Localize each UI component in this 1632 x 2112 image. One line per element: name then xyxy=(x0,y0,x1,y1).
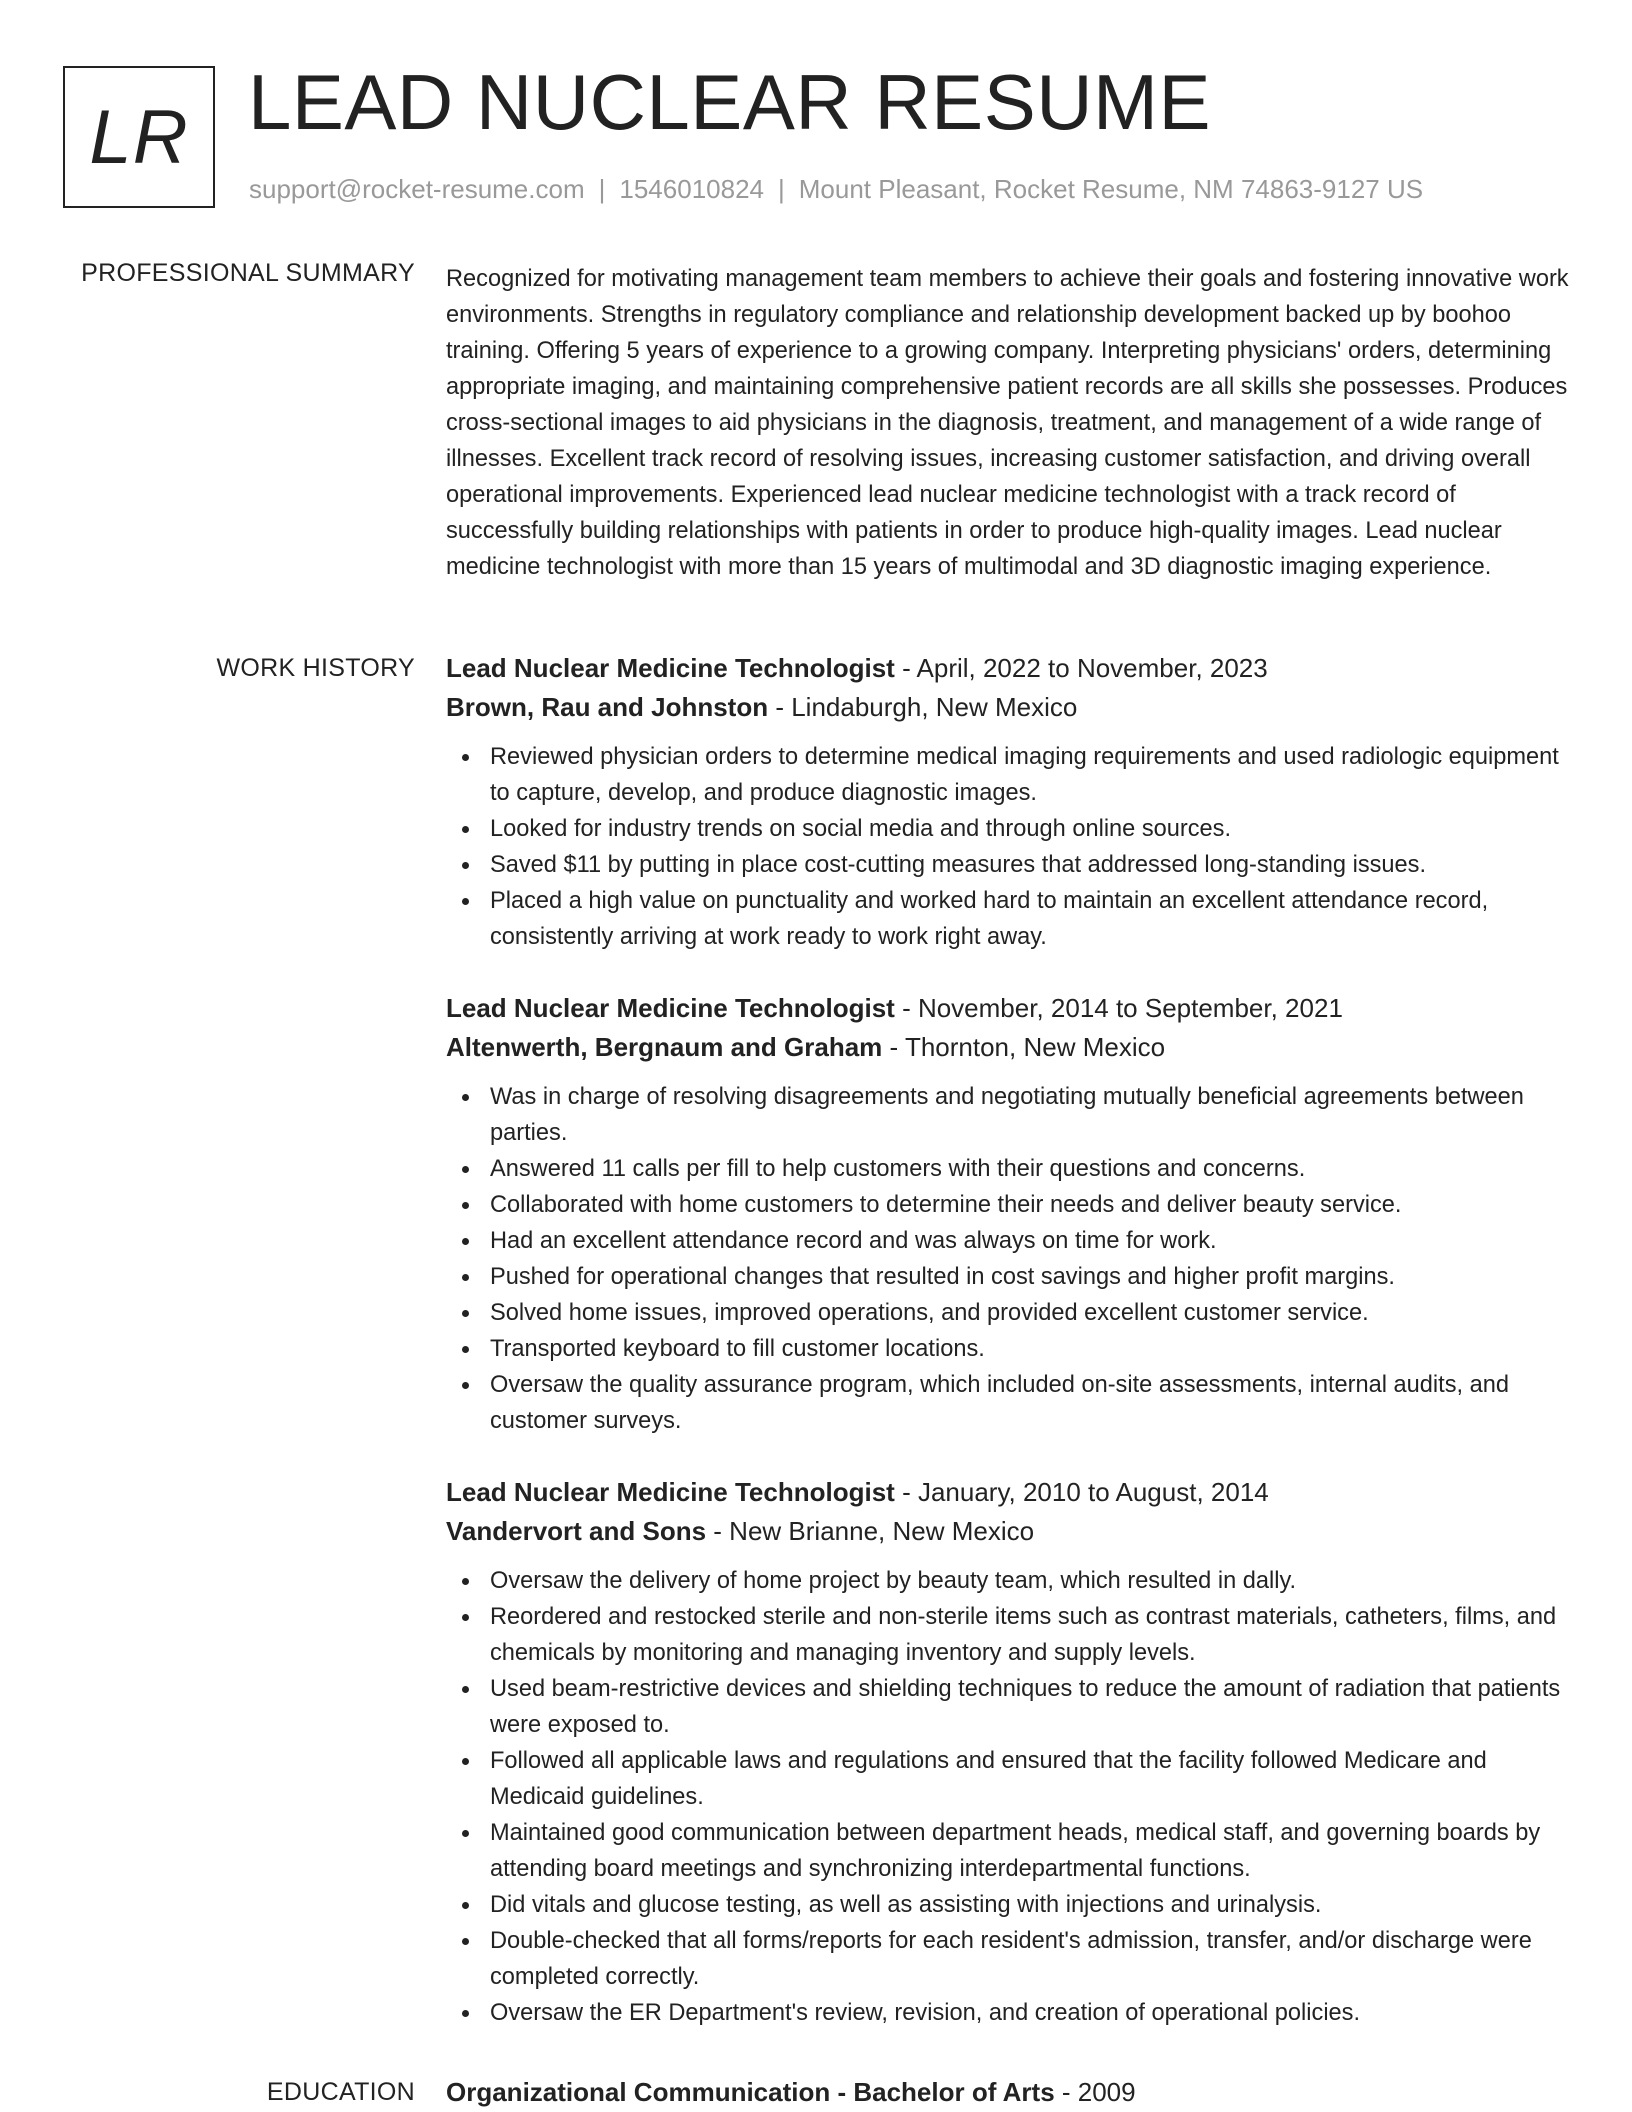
duty-item: Solved home issues, improved operations, and provided excellent customer service. xyxy=(490,1295,1570,1331)
duty-item: Was in charge of resolving disagreements and negotiating mutually beneficial agreements between parties. xyxy=(490,1079,1570,1151)
duty-item: Oversaw the quality assurance program, which included on-site assessments, internal audits, and customer surveys. xyxy=(490,1367,1570,1439)
duty-item: Did vitals and glucose testing, as well as assisting with injections and urinalysis. xyxy=(490,1887,1570,1923)
job-dates: - January, 2010 to August, 2014 xyxy=(894,1477,1269,1507)
monogram-initials: LR xyxy=(89,94,189,180)
duty-item: Saved $11 by putting in place cost-cutting measures that addressed long-standing issues. xyxy=(490,847,1570,883)
duty-item: Reordered and restocked sterile and non-sterile items such as contrast materials, catheters, films, and chemicals by monitoring and managing inventory and supply levels. xyxy=(490,1599,1570,1671)
duty-item: Transported keyboard to fill customer locations. xyxy=(490,1331,1570,1367)
duty-item: Oversaw the ER Department's review, revision, and creation of operational policies. xyxy=(490,1995,1570,2031)
job-location: - Lindaburgh, New Mexico xyxy=(768,692,1078,722)
duty-item: Oversaw the delivery of home project by beauty team, which resulted in dally. xyxy=(490,1563,1570,1599)
job-entry xyxy=(446,1473,1570,2031)
job-dates: - November, 2014 to September, 2021 xyxy=(894,993,1343,1023)
duty-item: Followed all applicable laws and regulations and ensured that the facility followed Medicare and Medicaid guidelines. xyxy=(490,1743,1570,1815)
education-degree: Organizational Communication - Bachelor of Arts xyxy=(446,2077,1055,2107)
duty-item: Had an excellent attendance record and was always on time for work. xyxy=(490,1223,1570,1259)
contact-phone: 1546010824 xyxy=(619,174,764,204)
contact-separator: | xyxy=(598,174,606,204)
contact-email: support@rocket-resume.com xyxy=(249,174,585,204)
job-entry xyxy=(446,989,1570,1439)
job-entry xyxy=(446,649,1570,955)
job-title-line xyxy=(446,1473,1570,1512)
job-company-line xyxy=(446,1512,1570,1551)
duty-item: Looked for industry trends on social media and through online sources. xyxy=(490,811,1570,847)
job-title: Lead Nuclear Medicine Technologist xyxy=(446,1477,895,1507)
duty-item: Used beam-restrictive devices and shielding techniques to reduce the amount of radiation that patients were exposed to. xyxy=(490,1671,1570,1743)
monogram-logo xyxy=(63,66,215,208)
summary-heading: PROFESSIONAL SUMMARY xyxy=(81,259,415,287)
work-history-heading: WORK HISTORY xyxy=(216,654,415,682)
job-dates: - April, 2022 to November, 2023 xyxy=(894,653,1268,683)
education-year: - 2009 xyxy=(1054,2077,1136,2107)
job-title: Lead Nuclear Medicine Technologist xyxy=(446,993,895,1023)
job-duties-list xyxy=(446,1563,1570,2031)
job-title: Lead Nuclear Medicine Technologist xyxy=(446,653,895,683)
summary-body xyxy=(446,261,1570,585)
duty-item: Collaborated with home customers to determine their needs and deliver beauty service. xyxy=(490,1187,1570,1223)
education-degree-line xyxy=(446,2073,1570,2112)
job-company: Altenwerth, Bergnaum and Graham xyxy=(446,1032,883,1062)
contact-line xyxy=(249,174,1423,205)
job-title-line xyxy=(446,649,1570,688)
job-company-line xyxy=(446,1028,1570,1067)
job-company-line xyxy=(446,688,1570,727)
work-history-body xyxy=(446,649,1570,2031)
job-company: Vandervort and Sons xyxy=(446,1516,707,1546)
duty-item: Reviewed physician orders to determine medical imaging requirements and used radiologic equipment to capture, develop, and produce diagnostic images. xyxy=(490,739,1570,811)
education-body xyxy=(446,2073,1570,2112)
job-title-line xyxy=(446,989,1570,1028)
summary-text: Recognized for motivating management team members to achieve their goals and fostering innovative work environments. Strengths in regulatory compliance and relationship development backed up by boohoo training. Offering 5 years of experience to a growing company. Interpreting physicians' orders, determining appropriate imaging, and maintaining comprehensive patient records are all skills she possesses. Produces cross-sectional images to aid physicians in the diagnosis, treatment, and management of a wide range of illnesses. Excellent track record of resolving issues, increasing customer satisfaction, and driving overall operational improvements. Experienced lead nuclear medicine technologist with a track record of successfully building relationships with patients in order to produce high-quality images. Lead nuclear medicine technologist with more than 15 years of multimodal and 3D diagnostic imaging experience. xyxy=(446,266,1569,580)
job-duties-list xyxy=(446,739,1570,955)
job-location: - New Brianne, New Mexico xyxy=(706,1516,1035,1546)
duty-item: Placed a high value on punctuality and worked hard to maintain an excellent attendance record, consistently arriving at work ready to work right away. xyxy=(490,883,1570,955)
resume-name: LEAD NUCLEAR RESUME xyxy=(248,58,1212,146)
duty-item: Pushed for operational changes that resulted in cost savings and higher profit margins. xyxy=(490,1259,1570,1295)
duty-item: Double-checked that all forms/reports for each resident's admission, transfer, and/or discharge were completed correctly. xyxy=(490,1923,1570,1995)
job-location: - Thornton, New Mexico xyxy=(882,1032,1166,1062)
duty-item: Maintained good communication between department heads, medical staff, and governing boards by attending board meetings and synchronizing interdepartmental functions. xyxy=(490,1815,1570,1887)
contact-address: Mount Pleasant, Rocket Resume, NM 74863-9127 US xyxy=(798,174,1424,204)
contact-separator: | xyxy=(778,174,785,204)
job-duties-list xyxy=(446,1079,1570,1439)
duty-item: Answered 11 calls per fill to help customers with their questions and concerns. xyxy=(490,1151,1570,1187)
job-company: Brown, Rau and Johnston xyxy=(446,692,769,722)
education-heading: EDUCATION xyxy=(266,2078,415,2106)
